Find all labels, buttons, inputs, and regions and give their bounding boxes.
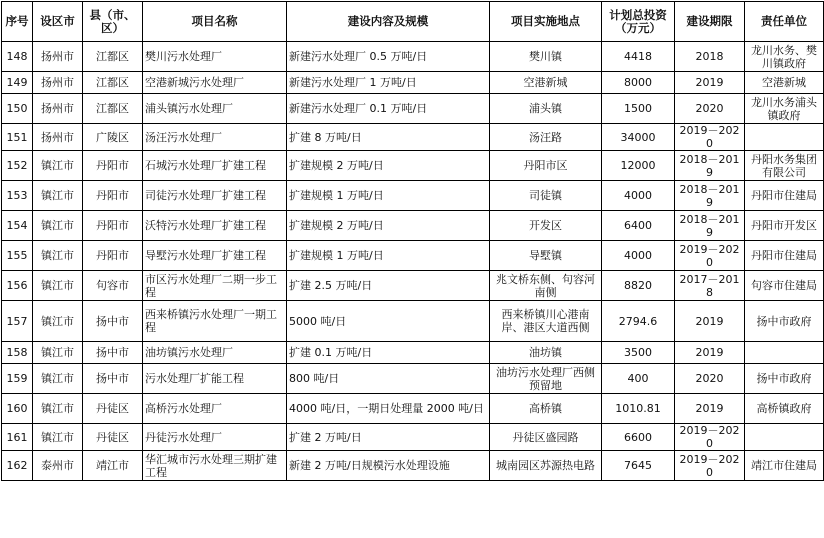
- cell-city: 镇江市: [33, 364, 83, 394]
- table-row: [2, 241, 824, 271]
- cell-county: 江都区: [83, 94, 143, 124]
- cell-content-scale: 扩建规模 1 万吨/日: [287, 181, 490, 211]
- cell-period: 2018－2019: [675, 211, 745, 241]
- cell-seq: 149: [2, 72, 33, 94]
- cell-city: 镇江市: [33, 301, 83, 342]
- cell-city: 镇江市: [33, 241, 83, 271]
- cell-responsible: 丹阳市住建局: [745, 181, 824, 211]
- cell-responsible: 丹阳市开发区: [745, 211, 824, 241]
- cell-content-scale: 扩建 2 万吨/日: [287, 424, 490, 451]
- cell-project-name: 司徒污水处理厂扩建工程: [143, 181, 287, 211]
- cell-investment: 2794.6: [602, 301, 675, 342]
- cell-responsible: [745, 342, 824, 364]
- header-city: 设区市: [33, 2, 83, 42]
- cell-content-scale: 新建污水处理厂 0.1 万吨/日: [287, 94, 490, 124]
- cell-seq: 158: [2, 342, 33, 364]
- cell-county: 丹徒区: [83, 424, 143, 451]
- cell-county: 扬中市: [83, 342, 143, 364]
- cell-investment: 400: [602, 364, 675, 394]
- cell-location: 丹阳市区: [490, 151, 602, 181]
- cell-period: 2019: [675, 301, 745, 342]
- header-row: [2, 2, 824, 42]
- cell-investment: 12000: [602, 151, 675, 181]
- cell-county: 丹阳市: [83, 181, 143, 211]
- cell-period: 2019－2020: [675, 124, 745, 151]
- cell-content-scale: 800 吨/日: [287, 364, 490, 394]
- cell-responsible: 丹阳市住建局: [745, 241, 824, 271]
- cell-city: 扬州市: [33, 42, 83, 72]
- cell-period: 2018－2019: [675, 151, 745, 181]
- cell-city: 扬州市: [33, 72, 83, 94]
- cell-content-scale: 扩建规模 2 万吨/日: [287, 151, 490, 181]
- cell-period: 2019－2020: [675, 451, 745, 481]
- cell-project-name: 高桥污水处理厂: [143, 394, 287, 424]
- cell-investment: 1500: [602, 94, 675, 124]
- cell-seq: 162: [2, 451, 33, 481]
- cell-location: 城南园区苏源热电路: [490, 451, 602, 481]
- cell-location: 开发区: [490, 211, 602, 241]
- cell-county: 广陵区: [83, 124, 143, 151]
- cell-responsible: 扬中市政府: [745, 364, 824, 394]
- header-location: 项目实施地点: [490, 2, 602, 42]
- header-investment: 计划总投资（万元）: [602, 2, 675, 42]
- cell-period: 2019－2020: [675, 241, 745, 271]
- table-row: [2, 72, 824, 94]
- cell-project-name: 华汇城市污水处理三期扩建工程: [143, 451, 287, 481]
- cell-county: 靖江市: [83, 451, 143, 481]
- cell-responsible: 龙川水务浦头镇政府: [745, 94, 824, 124]
- cell-location: 司徒镇: [490, 181, 602, 211]
- cell-seq: 159: [2, 364, 33, 394]
- cell-period: 2018－2019: [675, 181, 745, 211]
- table-row: [2, 211, 824, 241]
- cell-location: 兆文桥东侧、句容河南侧: [490, 271, 602, 301]
- cell-investment: 8000: [602, 72, 675, 94]
- table-row: [2, 394, 824, 424]
- cell-seq: 156: [2, 271, 33, 301]
- table-row: [2, 424, 824, 451]
- cell-period: 2020: [675, 94, 745, 124]
- cell-county: 丹徒区: [83, 394, 143, 424]
- table-row: [2, 42, 824, 72]
- cell-city: 泰州市: [33, 451, 83, 481]
- cell-investment: 1010.81: [602, 394, 675, 424]
- header-content-scale: 建设内容及规模: [287, 2, 490, 42]
- cell-project-name: 樊川污水处理厂: [143, 42, 287, 72]
- cell-project-name: 空港新城污水处理厂: [143, 72, 287, 94]
- header-period: 建设期限: [675, 2, 745, 42]
- cell-period: 2017－2018: [675, 271, 745, 301]
- cell-responsible: 丹阳水务集团有限公司: [745, 151, 824, 181]
- cell-content-scale: 扩建规模 1 万吨/日: [287, 241, 490, 271]
- cell-county: 江都区: [83, 42, 143, 72]
- cell-content-scale: 新建 2 万吨/日规模污水处理设施: [287, 451, 490, 481]
- cell-seq: 152: [2, 151, 33, 181]
- cell-responsible: [745, 424, 824, 451]
- cell-project-name: 市区污水处理厂二期一步工程: [143, 271, 287, 301]
- header-seq: 序号: [2, 2, 33, 42]
- table-row: [2, 181, 824, 211]
- cell-county: 扬中市: [83, 364, 143, 394]
- cell-investment: 4000: [602, 241, 675, 271]
- cell-period: 2019: [675, 72, 745, 94]
- cell-city: 镇江市: [33, 181, 83, 211]
- cell-content-scale: 扩建 0.1 万吨/日: [287, 342, 490, 364]
- cell-location: 浦头镇: [490, 94, 602, 124]
- cell-city: 扬州市: [33, 94, 83, 124]
- cell-project-name: 污水处理厂扩能工程: [143, 364, 287, 394]
- cell-location: 高桥镇: [490, 394, 602, 424]
- cell-location: 油坊镇: [490, 342, 602, 364]
- cell-investment: 3500: [602, 342, 675, 364]
- cell-county: 扬中市: [83, 301, 143, 342]
- cell-period: 2019: [675, 394, 745, 424]
- table-row: [2, 364, 824, 394]
- project-table: [1, 1, 824, 481]
- cell-seq: 154: [2, 211, 33, 241]
- cell-seq: 155: [2, 241, 33, 271]
- header-project-name: 项目名称: [143, 2, 287, 42]
- table-row: [2, 124, 824, 151]
- cell-period: 2019－2020: [675, 424, 745, 451]
- cell-seq: 161: [2, 424, 33, 451]
- cell-location: 樊川镇: [490, 42, 602, 72]
- cell-city: 镇江市: [33, 394, 83, 424]
- cell-location: 空港新城: [490, 72, 602, 94]
- cell-project-name: 丹徒污水处理厂: [143, 424, 287, 451]
- cell-county: 江都区: [83, 72, 143, 94]
- cell-project-name: 沃特污水处理厂扩建工程: [143, 211, 287, 241]
- cell-location: 丹徒区盛园路: [490, 424, 602, 451]
- cell-content-scale: 扩建规模 2 万吨/日: [287, 211, 490, 241]
- cell-content-scale: 4000 吨/日，一期日处理量 2000 吨/日: [287, 394, 490, 424]
- cell-project-name: 汤汪污水处理厂: [143, 124, 287, 151]
- cell-investment: 4000: [602, 181, 675, 211]
- table-row: [2, 271, 824, 301]
- cell-investment: 34000: [602, 124, 675, 151]
- table-row: [2, 151, 824, 181]
- cell-responsible: 句容市住建局: [745, 271, 824, 301]
- cell-county: 丹阳市: [83, 151, 143, 181]
- cell-county: 句容市: [83, 271, 143, 301]
- cell-seq: 157: [2, 301, 33, 342]
- cell-investment: 6600: [602, 424, 675, 451]
- cell-investment: 6400: [602, 211, 675, 241]
- cell-location: 导墅镇: [490, 241, 602, 271]
- table-row: [2, 94, 824, 124]
- cell-period: 2019: [675, 342, 745, 364]
- cell-city: 镇江市: [33, 151, 83, 181]
- cell-county: 丹阳市: [83, 241, 143, 271]
- cell-seq: 153: [2, 181, 33, 211]
- cell-responsible: 扬中市政府: [745, 301, 824, 342]
- cell-seq: 151: [2, 124, 33, 151]
- cell-project-name: 浦头镇污水处理厂: [143, 94, 287, 124]
- cell-period: 2018: [675, 42, 745, 72]
- cell-project-name: 石城污水处理厂扩建工程: [143, 151, 287, 181]
- table-row: [2, 301, 824, 342]
- cell-county: 丹阳市: [83, 211, 143, 241]
- cell-location: 西来桥镇川心港南岸、港区大道西侧: [490, 301, 602, 342]
- cell-project-name: 西来桥镇污水处理厂一期工程: [143, 301, 287, 342]
- cell-investment: 7645: [602, 451, 675, 481]
- header-responsible: 责任单位: [745, 2, 824, 42]
- cell-content-scale: 新建污水处理厂 1 万吨/日: [287, 72, 490, 94]
- cell-responsible: 龙川水务、樊川镇政府: [745, 42, 824, 72]
- cell-city: 镇江市: [33, 271, 83, 301]
- cell-content-scale: 新建污水处理厂 0.5 万吨/日: [287, 42, 490, 72]
- header-county: 县（市、区）: [83, 2, 143, 42]
- cell-content-scale: 扩建 2.5 万吨/日: [287, 271, 490, 301]
- cell-seq: 160: [2, 394, 33, 424]
- cell-project-name: 导墅污水处理厂扩建工程: [143, 241, 287, 271]
- cell-city: 扬州市: [33, 124, 83, 151]
- cell-responsible: 靖江市住建局: [745, 451, 824, 481]
- cell-project-name: 油坊镇污水处理厂: [143, 342, 287, 364]
- table-row: [2, 342, 824, 364]
- table-row: [2, 451, 824, 481]
- cell-location: 汤汪路: [490, 124, 602, 151]
- cell-location: 油坊污水处理厂西侧预留地: [490, 364, 602, 394]
- cell-content-scale: 5000 吨/日: [287, 301, 490, 342]
- cell-seq: 148: [2, 42, 33, 72]
- cell-responsible: 高桥镇政府: [745, 394, 824, 424]
- cell-city: 镇江市: [33, 424, 83, 451]
- cell-responsible: [745, 124, 824, 151]
- cell-responsible: 空港新城: [745, 72, 824, 94]
- cell-period: 2020: [675, 364, 745, 394]
- cell-investment: 4418: [602, 42, 675, 72]
- cell-city: 镇江市: [33, 211, 83, 241]
- cell-investment: 8820: [602, 271, 675, 301]
- cell-content-scale: 扩建 8 万吨/日: [287, 124, 490, 151]
- cell-seq: 150: [2, 94, 33, 124]
- cell-city: 镇江市: [33, 342, 83, 364]
